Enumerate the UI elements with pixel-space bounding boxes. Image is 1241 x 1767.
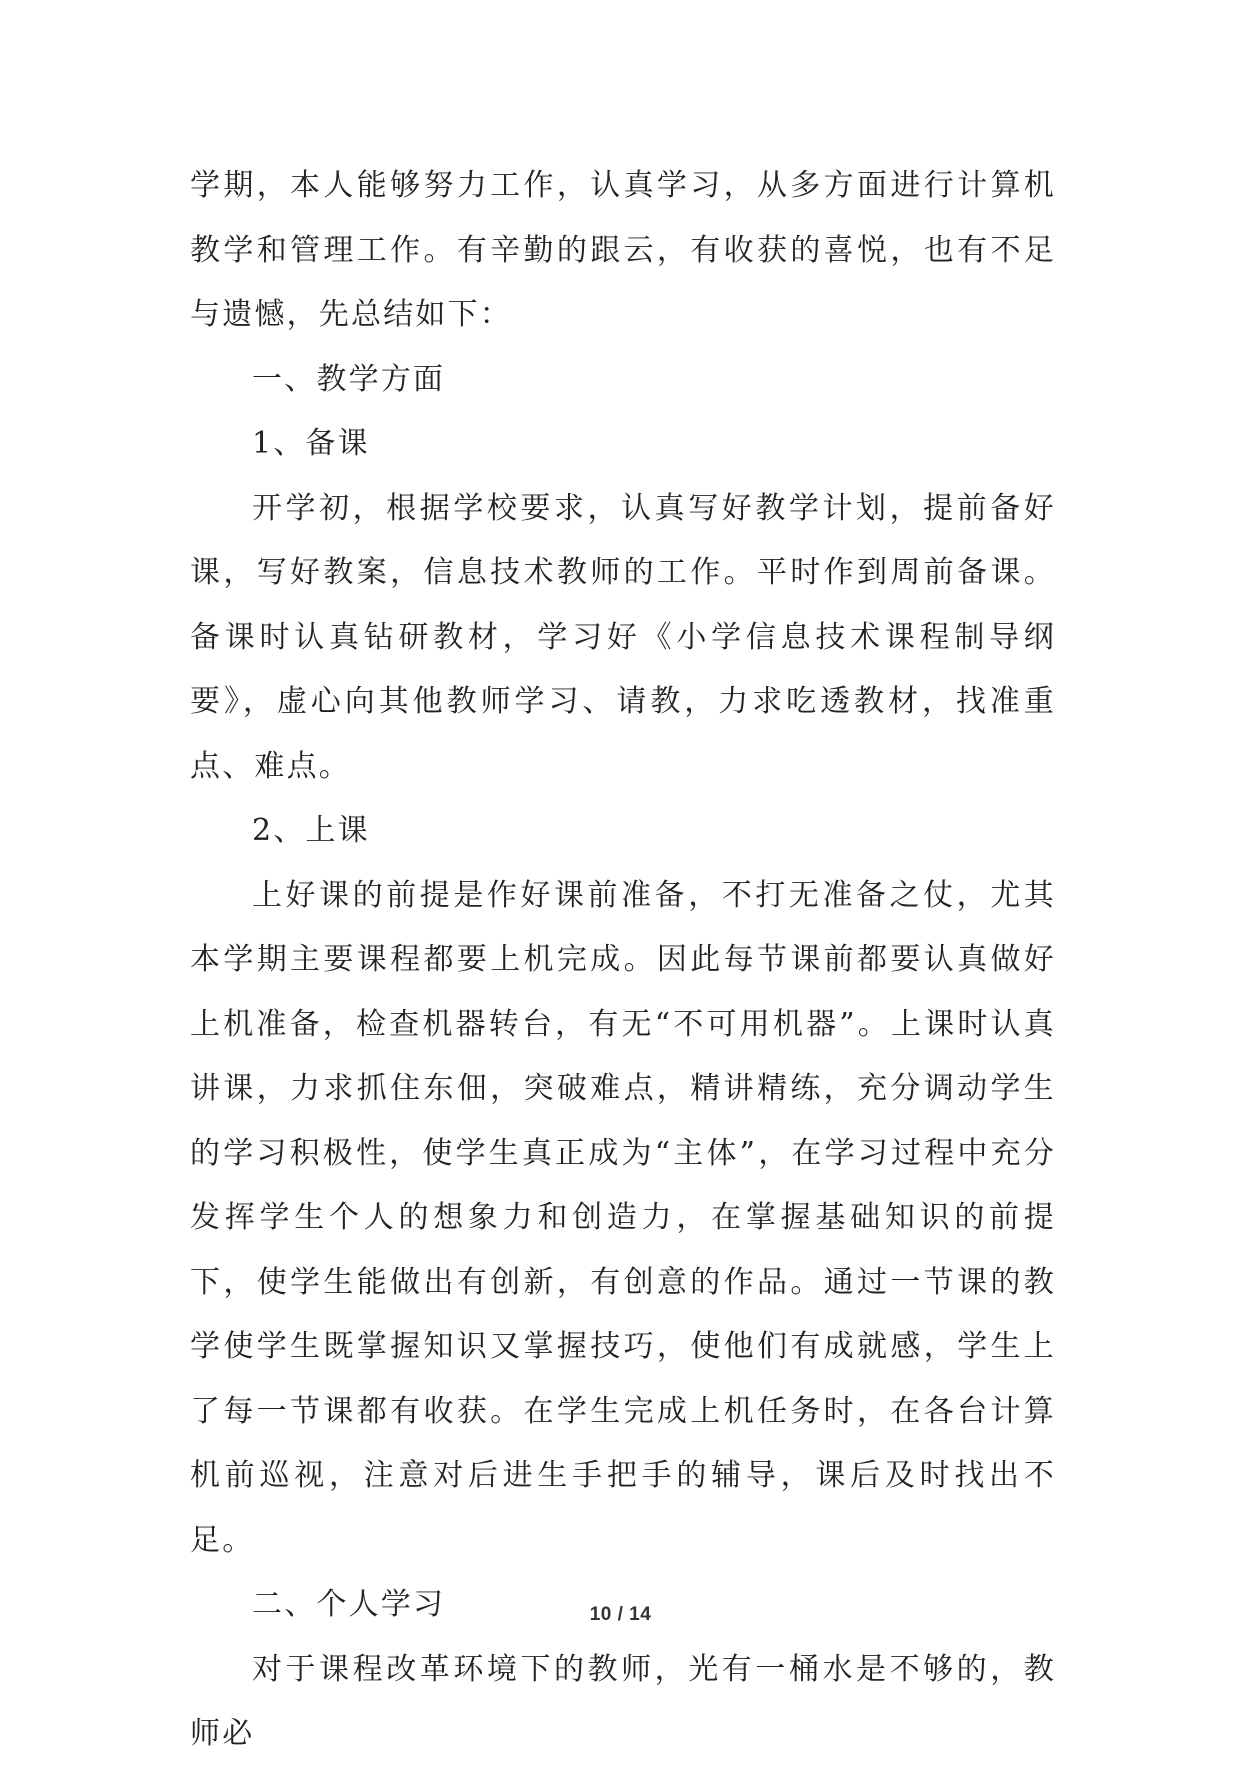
section-heading-personal-study: 二、个人学习	[252, 1587, 446, 1622]
paragraph-lesson-prep: 开学初，根据学校要求，认真写好教学计划，提前备好课，写好教案，信息技术教师的工作。平时作到周前备课。备课时认真钻研教材，学习好《小学信息技术课程制导纲要》，虚心向其他教师学习、请教，力求吃透教材，找准重点、难点。	[190, 490, 1056, 784]
document-body	[190, 154, 1056, 1767]
section-heading-teaching: 一、教学方面	[252, 361, 446, 397]
page-number: 10 / 14	[589, 1604, 652, 1625]
subheading-class: 2、上课	[252, 813, 370, 848]
paragraph-class: 上好课的前提是作好课前准备，不打无准备之仗，尤其本学期主要课程都要上机完成。因此每节课前都要认真做好上机准备，检查机器转台，有无“不可用机器”。上课时认真讲课，力求抓住东佃，突破难点，精讲精练，充分调动学生的学习积极性，使学生真正成为“主体”，在学习过程中充分发挥学生个人的想象力和创造力，在掌握基础知识的前提下，使学生能做出有创新，有创意的作品。通过一节课的教学使学生既掌握知识又掌握技巧，使他们有成就感，学生上了每一节课都有收获。在学生完成上机任务时，在各台计算机前巡视，注意对后进生手把手的辅导，课后及时找出不足。	[190, 877, 1056, 1558]
paragraph-intro: 学期，本人能够努力工作，认真学习，从多方面进行计算机教学和管理工作。有辛勤的跟云，有收获的喜悦，也有不足与遗憾，先总结如下：	[190, 168, 1056, 332]
subheading-lesson-prep: 1、备课	[252, 426, 370, 461]
paragraph-personal-study: 对于课程改革环境下的教师，光有一桶水是不够的，教师必	[190, 1651, 1056, 1751]
